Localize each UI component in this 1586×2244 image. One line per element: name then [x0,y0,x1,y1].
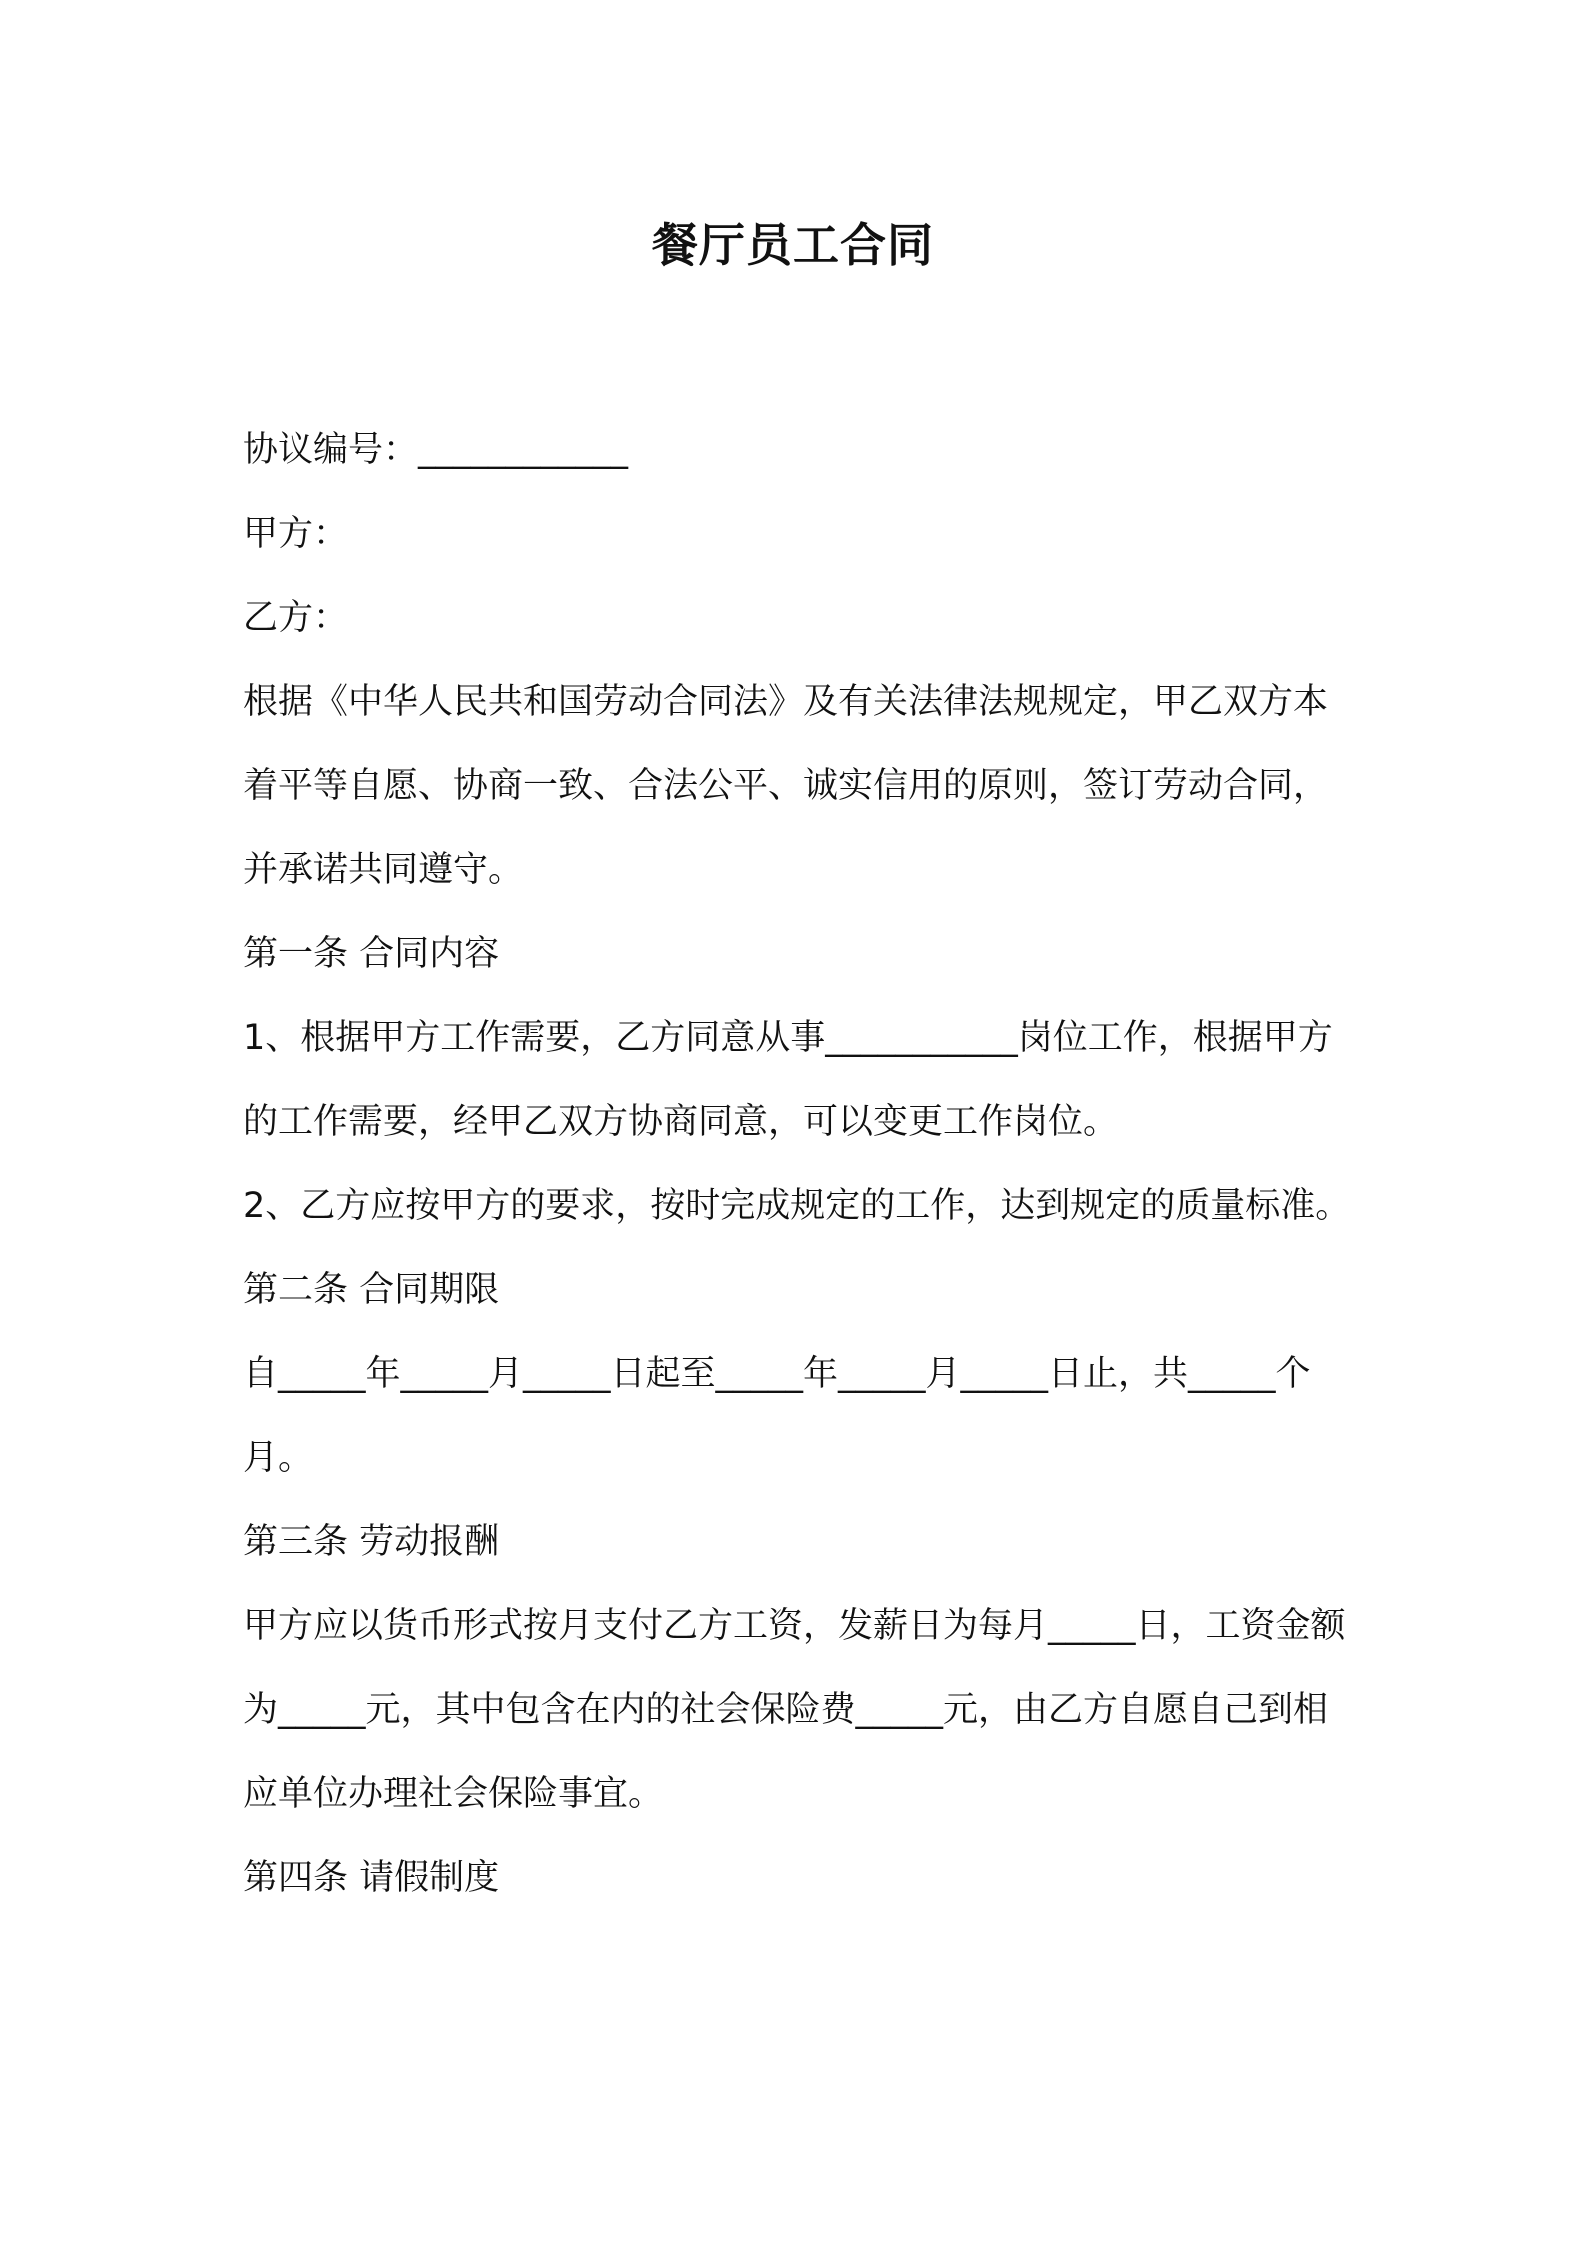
article-1-item-1: 1、根据甲方工作需要，乙方同意从事___________岗位工作，根据甲方的工作需要，经甲乙双方协商同意，可以变更工作岗位。 [243,1018,1333,1142]
article-3-text: 甲方应以货币形式按月支付乙方工资，发薪日为每月_____日，工资金额为_____元，其中包含在内的社会保险费_____元，由乙方自愿自己到相应单位办理社会保险事宜。 [243,1606,1346,1814]
article-1-item-2: 2、乙方应按甲方的要求，按时完成规定的工作，达到规定的质量标准。 [243,1186,1351,1226]
agreement-number-line: 协议编号：____________ [243,430,629,470]
article-1-heading: 第一条 合同内容 [243,934,500,974]
preamble-paragraph: 根据《中华人民共和国劳动合同法》及有关法律法规规定，甲乙双方本着平等自愿、协商一致、合法公平、诚实信用的原则，签订劳动合同，并承诺共同遵守。 [243,682,1329,890]
article-3-heading: 第三条 劳动报酬 [243,1522,500,1562]
document-body [243,408,1353,1920]
article-2-text: 自_____年_____月_____日起至_____年_____月_____日止，共_____个月。 [243,1354,1311,1478]
party-b-line: 乙方： [243,598,349,638]
article-4-heading: 第四条 请假制度 [243,1858,500,1898]
article-2-heading: 第二条 合同期限 [243,1270,500,1310]
document-title: 餐厅员工合同 [652,218,934,272]
party-a-line: 甲方： [243,514,349,554]
